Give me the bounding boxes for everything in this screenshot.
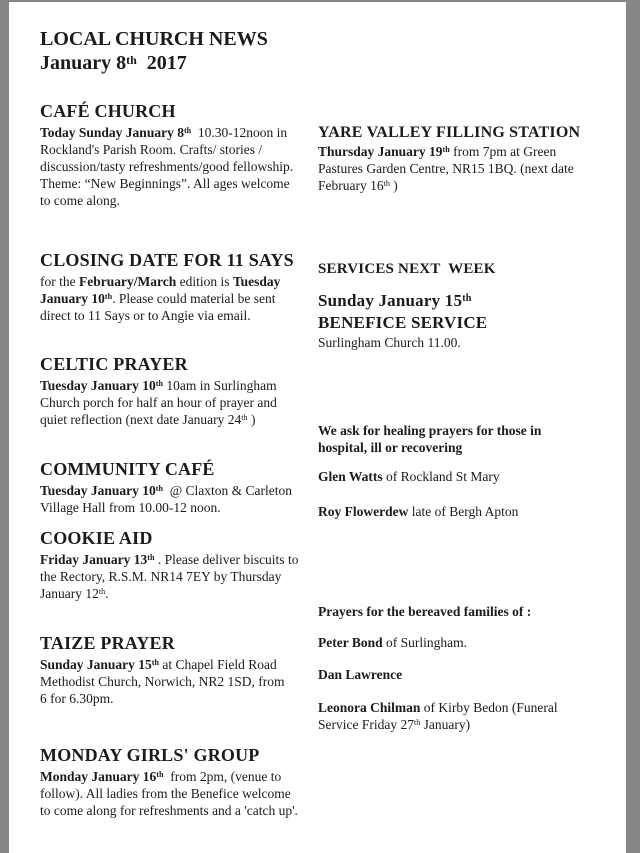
bereaved-person-text: Leonora Chilman of Kirby Bedon (Funeral Service Friday 27th January) bbox=[318, 700, 558, 732]
bereaved-person-text: Peter Bond of Surlingham. bbox=[318, 635, 467, 650]
bereaved-person-dan-lawrence bbox=[318, 666, 618, 683]
closing-date-heading: CLOSING DATE FOR 11 SAYS bbox=[40, 250, 294, 270]
community-cafe-heading: COMMUNITY CAFÉ bbox=[40, 459, 215, 479]
section-cookie-aid bbox=[40, 528, 326, 602]
healing-person-text: Roy Flowerdew late of Bergh Apton bbox=[318, 504, 519, 519]
section-yare-valley bbox=[318, 123, 618, 194]
newsletter-page bbox=[9, 2, 626, 853]
yare-valley-body: Thursday January 19th from 7pm at Green Pastures Garden Centre, NR15 1BQ. (next date February 16th ) bbox=[318, 144, 574, 193]
taize-prayer-heading: TAIZE PRAYER bbox=[40, 633, 175, 653]
section-taize-prayer bbox=[40, 633, 326, 707]
section-closing-date bbox=[40, 250, 326, 324]
bereaved-families-intro-text: Prayers for the bereaved families of : bbox=[318, 604, 532, 619]
bereaved-person-peter-bond bbox=[318, 634, 618, 651]
healing-person-glen-watts bbox=[318, 468, 618, 485]
healing-prayers-intro-text: We ask for healing prayers for those in hospital, ill or recovering bbox=[318, 423, 542, 455]
newsletter-header bbox=[40, 27, 326, 75]
healing-person-text: Glen Watts of Rockland St Mary bbox=[318, 469, 500, 484]
cookie-aid-body: Friday January 13th . Please deliver biscuits to the Rectory, R.S.M. NR14 7EY by Thursday January 12th. bbox=[40, 552, 299, 601]
taize-prayer-body: Sunday January 15th at Chapel Field Road Methodist Church, Norwich, NR2 1SD, from 6 for 6.30pm. bbox=[40, 657, 285, 706]
section-community-cafe bbox=[40, 459, 326, 516]
section-celtic-prayer bbox=[40, 354, 326, 428]
monday-girls-group-heading: MONDAY GIRLS' GROUP bbox=[40, 745, 260, 765]
section-benefice-service bbox=[318, 290, 618, 351]
cookie-aid-heading: COOKIE AID bbox=[40, 528, 153, 548]
bereaved-families-intro bbox=[318, 603, 618, 620]
section-monday-girls-group bbox=[40, 745, 326, 819]
section-cafe-church bbox=[40, 101, 326, 209]
healing-prayers-intro bbox=[318, 422, 586, 456]
bereaved-person-leonora-chilman bbox=[318, 699, 618, 733]
bereaved-person-text: Dan Lawrence bbox=[318, 667, 403, 682]
benefice-service-location: Surlingham Church 11.00. bbox=[318, 335, 461, 350]
community-cafe-body: Tuesday January 10th @ Claxton & Carleton Village Hall from 10.00-12 noon. bbox=[40, 483, 293, 515]
newsletter-date: January 8th 2017 bbox=[40, 52, 187, 74]
monday-girls-group-body: Monday January 16th from 2pm, (venue to follow). All ladies from the Benefice welcome to come along for refreshments and a 'catch up'. bbox=[40, 769, 298, 818]
yare-valley-heading: YARE VALLEY FILLING STATION bbox=[318, 124, 581, 141]
benefice-service-name: BENEFICE SERVICE bbox=[318, 313, 488, 332]
benefice-service-date: Sunday January 15th bbox=[318, 291, 472, 310]
healing-person-roy-flowerdew bbox=[318, 503, 618, 520]
newsletter-title: LOCAL CHURCH NEWS bbox=[40, 28, 268, 50]
celtic-prayer-body: Tuesday January 10th 10am in Surlingham Church porch for half an hour of prayer and quiet reflection (next date January 24th ) bbox=[40, 378, 277, 427]
section-services-next-week bbox=[318, 260, 618, 279]
services-next-week-heading: SERVICES NEXT WEEK bbox=[318, 261, 496, 277]
closing-date-body: for the February/March edition is Tuesday January 10th. Please could material be sent direct to 11 Says or to Angie via email. bbox=[40, 274, 281, 323]
cafe-church-body: Today Sunday January 8th 10.30-12noon in Rockland's Parish Room. Crafts/ stories / discussion/tasty refreshments/good fellowship. Theme: “New Beginnings”. All ages welcome to come along. bbox=[40, 125, 294, 208]
cafe-church-heading: CAFÉ CHURCH bbox=[40, 101, 176, 121]
celtic-prayer-heading: CELTIC PRAYER bbox=[40, 354, 188, 374]
